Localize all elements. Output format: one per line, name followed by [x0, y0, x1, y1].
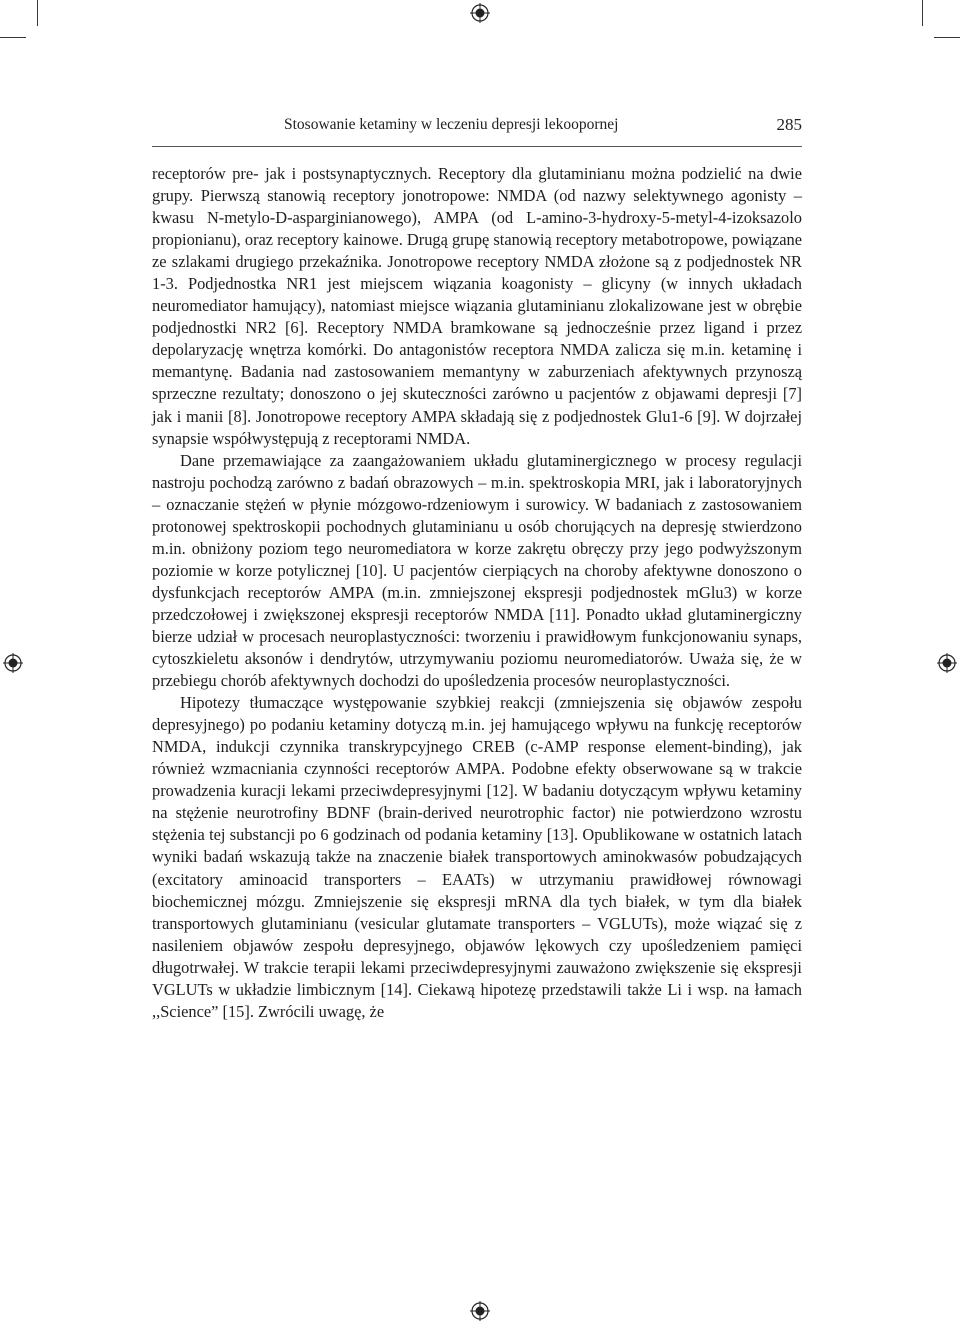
page-number: 285	[776, 115, 802, 134]
crop-mark-top-left-v	[37, 0, 38, 26]
header-rule	[152, 146, 802, 147]
running-title: Stosowanie ketaminy w leczeniu depresji lekoopornej	[284, 116, 619, 133]
registration-mark-left-icon	[3, 653, 23, 673]
crop-mark-top-right-v	[922, 0, 923, 26]
paragraph-2: Dane przemawiające za zaangażowaniem układu glutaminergicznego w procesy regulacji nastroju pochodzą zarówno z badań obrazowych – m.in. spektroskopia MRI, jak i laboratoryjnych – oznaczanie stężeń w płynie mózgowo-rdzeniowym i surowicy. W badaniach z zastosowaniem protonowej spektroskopii pochodnych glutaminianu u osób chorujących na depresję stwierdzono m.in. obniżony poziom tego neuromediatora w korze zakrętu obręczy przy jego podwyższonym poziomie w korze potylicznej [10]. U pacjentów cierpiących na choroby afektywne donoszono o dysfunkcjach receptorów AMPA (m.in. zmniejszonej ekspresji podjednostek mGlu3) w korze przedczołowej i zwiększonej ekspresji receptorów NMDA [11]. Ponadto układ glutaminergiczny bierze udział w procesach neuroplastyczności: tworzeniu i prawidłowym funkcjonowaniu synaps, cytoszkieletu aksonów i dendrytów, utrzymywaniu poziomu neuromediatorów. Uważa się, że w przebiegu chorób afektywnych dochodzi do upośledzenia procesów neuroplastyczności.	[152, 450, 802, 691]
registration-mark-top-icon	[470, 3, 490, 23]
registration-mark-bottom-icon	[470, 1301, 490, 1321]
paragraph-3: Hipotezy tłumaczące występowanie szybkiej reakcji (zmniejszenia się objawów zespołu depresyjnego) po podaniu ketaminy dotyczą m.in. jej hamującego wpływu na funkcję receptorów NMDA, indukcji czynnika transkrypcyjnego CREB (c-AMP response element-binding), jak również wzmacniania czynności receptorów AMPA. Podobne efekty obserwowane są w trakcie prowadzenia kuracji lekami przeciwdepresyjnymi [12]. W badaniu dotyczącym wpływu ketaminy na stężenie neurotrofiny BDNF (brain-derived neurotrophic factor) nie potwierdzono wzrostu stężenia tej substancji po 6 godzinach od podania ketaminy [13]. Opublikowane w ostatnich latach wyniki badań wskazują także na znaczenie białek transportowych aminokwasów pobudzających (excitatory aminoacid transporters – EAATs) w utrzymaniu prawidłowej równowagi biochemicznej mózgu. Zmniejszenie się ekspresji mRNA dla tych białek, w tym dla białek transportowych glutaminianu (vesicular glutamate transporters – VGLUTs), może wiązać się z nasileniem objawów zespołu depresyjnego, objawów lękowych czy upośledzeniem pamięci długotrwałej. W trakcie terapii lekami przeciwdepresyjnymi zauważono zwiększenie się ekspresji VGLUTs w układzie limbicznym [14]. Ciekawą hipotezę przedstawili także Li i wsp. na łamach ,,Science” [15]. Zwrócili uwagę, że	[152, 693, 802, 1021]
article-body	[152, 163, 802, 1023]
paragraph-1: receptorów pre- jak i postsynaptycznych. Receptory dla glutaminianu można podzielić na dwie grupy. Pierwszą stanowią receptory jonotropowe: NMDA (od nazwy selektywnego agonisty – kwasu N-metylo-D-asparginianowego), AMPA (od L-amino-3-hydroxy-5-metyl-4-izoksazolo propionianu), oraz receptory kainowe. Drugą grupę stanowią receptory metabotropowe, powiązane ze szlakami drugiego przekaźnika. Jonotropowe receptory NMDA złożone są z podjednostek NR 1-3. Podjednostka NR1 jest miejscem wiązania koagonisty – glicyny (w innych układach neuromediator hamujący), natomiast miejsce wiązania glutaminianu zlokalizowane jest w obrębie podjednostki NR2 [6]. Receptory NMDA bramkowane są jednocześnie przez ligand i przez depolaryzację wnętrza komórki. Do antagonistów receptora NMDA zalicza się m.in. ketaminę i memantynę. Badania nad zastosowaniem memantyny w zaburzeniach afektywnych przynoszą sprzeczne rezultaty; donoszono o jej skuteczności zarówno u pacjentów z objawami depresji [7] jak i manii [8]. Jonotropowe receptory AMPA składają się z podjednostek Glu1-6 [9]. W dojrzałej synapsie współwystępują z receptorami NMDA.	[152, 164, 802, 448]
registration-mark-right-icon	[937, 653, 957, 673]
crop-mark-top-left-h	[0, 37, 26, 38]
crop-mark-top-right-h	[934, 37, 960, 38]
